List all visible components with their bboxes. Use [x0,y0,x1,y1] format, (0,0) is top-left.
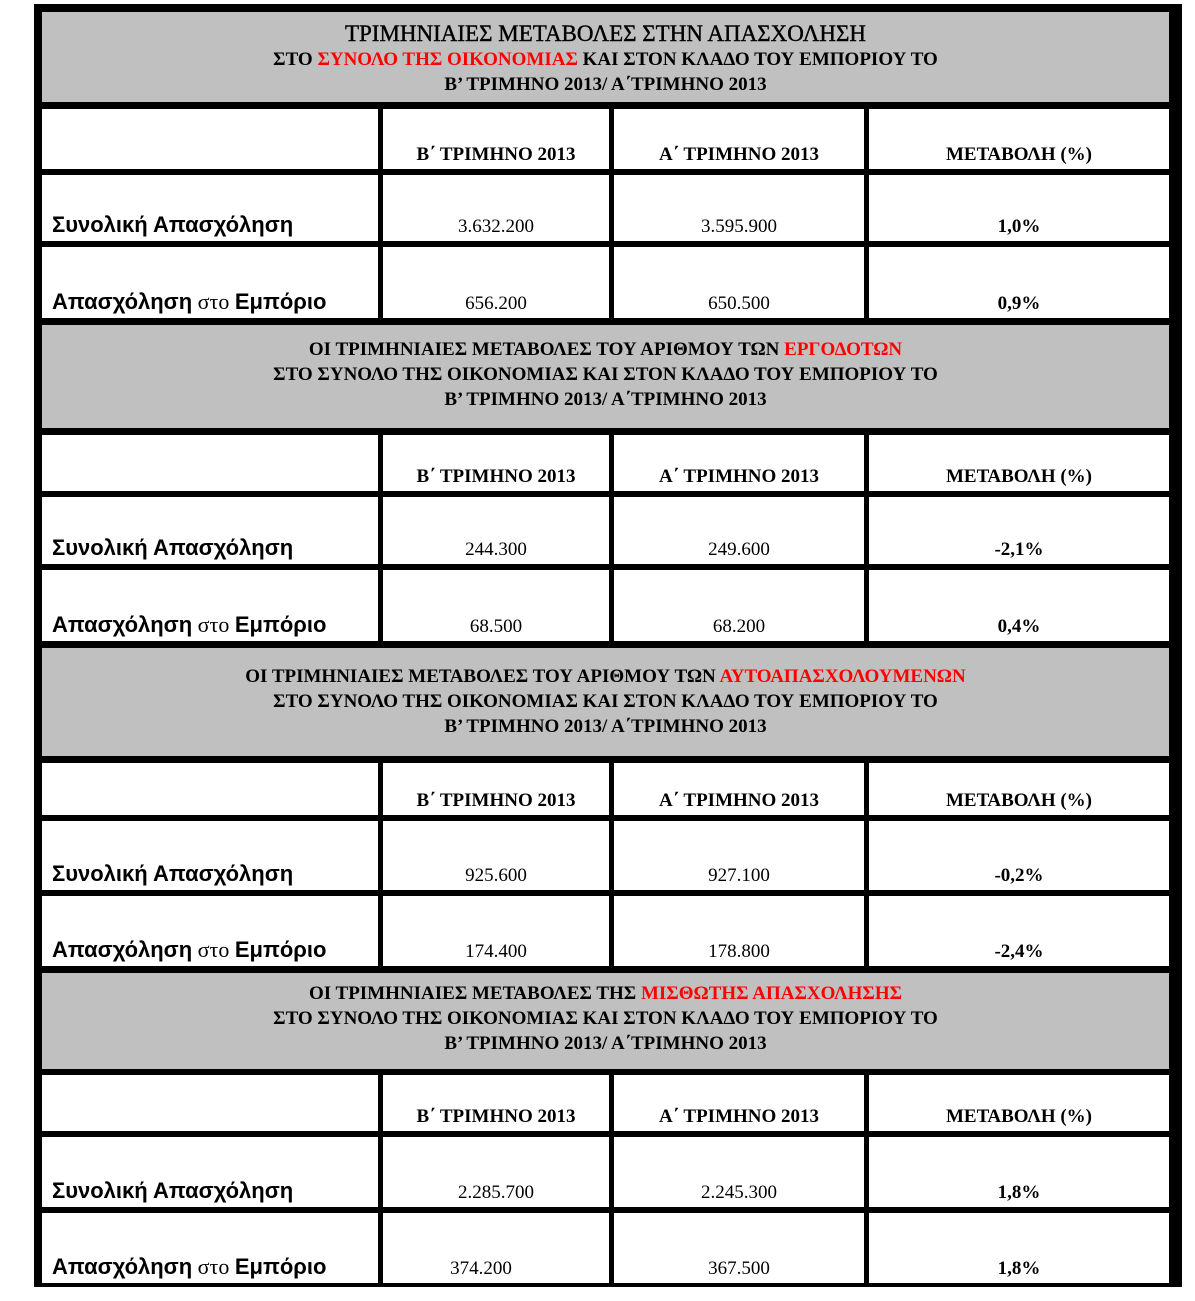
row-label-cell [42,1137,378,1207]
value: 374.200 [450,1258,512,1279]
value: 927.100 [708,865,770,886]
header-cell [614,1075,864,1131]
section-banner [42,12,1169,102]
change-cell [869,821,1169,890]
banner-subtitle: ΣΤΟ ΣΥΝΟΛΟ ΤΗΣ ΟΙΚΟΝΟΜΙΑΣ ΚΑΙ ΣΤΟΝ ΚΛΑΔΟ ΤΟΥ ΕΜΠΟΡΙΟΥ ΤΟ [273,364,938,385]
banner-period: Β’ ΤΡΙΜΗΝΟ 2013/ Α΄ΤΡΙΜΗΝΟ 2013 [444,1033,767,1054]
column-header: Β΄ ΤΡΙΜΗΝΟ 2013 [416,790,576,811]
banner-subtitle-text: ΣΤΟ [273,49,318,70]
banner-subtitle [42,47,1169,72]
header-cell [614,109,864,169]
change-cell [869,1137,1169,1207]
value-cell [383,1137,609,1207]
row-label-part: στο [197,612,230,637]
value-cell [383,247,609,318]
row-label-part: Απασχόληση [52,289,193,314]
row-label: Συνολική Απασχόληση [52,1178,294,1203]
value: 2.285.700 [458,1182,534,1203]
value: 68.200 [712,616,766,637]
value: 174.400 [465,941,527,962]
change-value: 1,8% [997,1258,1041,1279]
value: 650.500 [708,293,770,314]
banner-period: Β’ ΤΡΙΜΗΝΟ 2013/ Α΄ΤΡΙΜΗΝΟ 2013 [444,389,767,410]
header-cell [869,435,1169,491]
value-cell [614,1213,864,1283]
row-label-part: στο [197,1254,230,1279]
column-header: ΜΕΤΑΒΟΛΗ (%) [945,790,1093,811]
banner-highlight: ΕΡΓΟΔΟΤΩΝ [784,339,903,360]
value-cell [614,175,864,241]
row-label-part: Εμπόριο [234,289,327,314]
value-cell [383,497,609,564]
column-header: ΜΕΤΑΒΟΛΗ (%) [945,144,1093,165]
row-label [52,612,326,638]
row-label-part: Εμπόριο [234,612,327,637]
column-header: Β΄ ΤΡΙΜΗΝΟ 2013 [416,466,576,487]
banner-title-text: ΟΙ ΤΡΙΜΗΝΙΑΙΕΣ ΜΕΤΑΒΟΛΕΣ ΤΟΥ ΑΡΙΘΜΟΥ ΤΩΝ [245,666,720,687]
banner-title [42,981,1169,1006]
header-cell [383,435,609,491]
value: 656.200 [465,293,527,314]
row-label-cell [42,247,378,318]
banner-highlight: ΣΥΝΟΛΟ ΤΗΣ ΟΙΚΟΝΟΜΙΑΣ [317,49,578,70]
value-cell [614,821,864,890]
column-header: Α΄ ΤΡΙΜΗΝΟ 2013 [658,144,820,165]
change-value: -2,4% [994,941,1044,962]
change-cell [869,247,1169,318]
banner-subtitle: ΣΤΟ ΣΥΝΟΛΟ ΤΗΣ ΟΙΚΟΝΟΜΙΑΣ ΚΑΙ ΣΤΟΝ ΚΛΑΔΟ ΤΟΥ ΕΜΠΟΡΙΟΥ ΤΟ [273,691,938,712]
section-banner [42,973,1169,1069]
header-cell [614,763,864,815]
row-label: Συνολική Απασχόληση [52,535,294,560]
header-cell [383,763,609,815]
row-label [52,937,326,963]
value: 178.800 [708,941,770,962]
change-value: 1,0% [997,216,1041,237]
value-cell [383,896,609,966]
employment-tables [34,4,1182,1287]
value-cell [614,570,864,641]
row-label: Συνολική Απασχόληση [52,212,294,237]
header-cell [869,1075,1169,1131]
row-label [52,1254,326,1280]
banner-period: Β’ ΤΡΙΜΗΝΟ 2013/ Α΄ΤΡΙΜΗΝΟ 2013 [444,716,767,737]
row-label-cell [42,497,378,564]
change-value: 0,9% [997,293,1041,314]
banner-subtitle: ΣΤΟ ΣΥΝΟΛΟ ΤΗΣ ΟΙΚΟΝΟΜΙΑΣ ΚΑΙ ΣΤΟΝ ΚΛΑΔΟ ΤΟΥ ΕΜΠΟΡΙΟΥ ΤΟ [273,1008,938,1029]
change-cell [869,175,1169,241]
row-label-part: στο [197,937,230,962]
change-value: 1,8% [997,1182,1041,1203]
value-cell [383,570,609,641]
value: 249.600 [708,539,770,560]
banner-title-text: ΟΙ ΤΡΙΜΗΝΙΑΙΕΣ ΜΕΤΑΒΟΛΕΣ ΤΟΥ ΑΡΙΘΜΟΥ ΤΩΝ [308,339,785,360]
banner-subtitle-text: ΚΑΙ ΣΤΟΝ ΚΛΑΔΟ ΤΟΥ ΕΜΠΟΡΙΟΥ ΤΟ [577,49,938,70]
banner-title [42,664,1169,689]
section-banner [42,325,1169,428]
value: 3.595.900 [701,216,777,237]
banner-period: Β’ ΤΡΙΜΗΝΟ 2013/ Α΄ΤΡΙΜΗΝΟ 2013 [444,74,767,95]
value-cell [383,1213,609,1283]
column-header: ΜΕΤΑΒΟΛΗ (%) [945,466,1093,487]
header-empty-cell [42,435,378,491]
column-header: Β΄ ΤΡΙΜΗΝΟ 2013 [416,1106,576,1127]
banner-highlight: ΑΥΤΟΑΠΑΣΧΟΛΟΥΜΕΝΩΝ [719,666,966,687]
banner-title: ΤΡΙΜΗΝΙΑΙΕΣ ΜΕΤΑΒΟΛΕΣ ΣΤΗΝ ΑΠΑΣΧΟΛΗΣΗ [344,21,867,46]
change-cell [869,497,1169,564]
column-header: Α΄ ΤΡΙΜΗΝΟ 2013 [658,466,820,487]
value-cell [383,175,609,241]
value-cell [614,497,864,564]
header-empty-cell [42,763,378,815]
value-cell [614,247,864,318]
header-cell [383,109,609,169]
row-label-cell [42,175,378,241]
row-label-cell [42,1213,378,1283]
column-header: Α΄ ΤΡΙΜΗΝΟ 2013 [658,1106,820,1127]
header-cell [383,1075,609,1131]
column-header: ΜΕΤΑΒΟΛΗ (%) [945,1106,1093,1127]
change-value: -0,2% [994,865,1044,886]
row-label-cell [42,896,378,966]
value-cell [614,1137,864,1207]
section-banner [42,648,1169,756]
value: 3.632.200 [458,216,534,237]
header-cell [869,109,1169,169]
value-cell [383,821,609,890]
row-label: Συνολική Απασχόληση [52,861,294,886]
row-label-part: Απασχόληση [52,612,193,637]
value: 2.245.300 [701,1182,777,1203]
row-label-cell [42,570,378,641]
column-header: Β΄ ΤΡΙΜΗΝΟ 2013 [416,144,576,165]
row-label-part: Εμπόριο [234,1254,327,1279]
row-label-part: Εμπόριο [234,937,327,962]
row-label [52,289,326,315]
row-label-part: Απασχόληση [52,937,193,962]
value: 925.600 [465,865,527,886]
change-cell [869,1213,1169,1283]
row-label-part: Απασχόληση [52,1254,193,1279]
change-cell [869,896,1169,966]
header-empty-cell [42,1075,378,1131]
banner-highlight: ΜΙΣΘΩΤΗΣ ΑΠΑΣΧΟΛΗΣΗΣ [640,983,903,1004]
header-empty-cell [42,109,378,169]
change-value: 0,4% [997,616,1041,637]
value-cell [614,896,864,966]
header-cell [869,763,1169,815]
change-cell [869,570,1169,641]
row-label-cell [42,821,378,890]
header-cell [614,435,864,491]
change-value: -2,1% [994,539,1044,560]
column-header: Α΄ ΤΡΙΜΗΝΟ 2013 [658,790,820,811]
banner-title [42,337,1169,362]
banner-title-text: ΟΙ ΤΡΙΜΗΝΙΑΙΕΣ ΜΕΤΑΒΟΛΕΣ ΤΗΣ [308,983,641,1004]
value: 68.500 [469,616,523,637]
value: 367.500 [708,1258,770,1279]
value: 244.300 [465,539,527,560]
row-label-part: στο [197,289,230,314]
